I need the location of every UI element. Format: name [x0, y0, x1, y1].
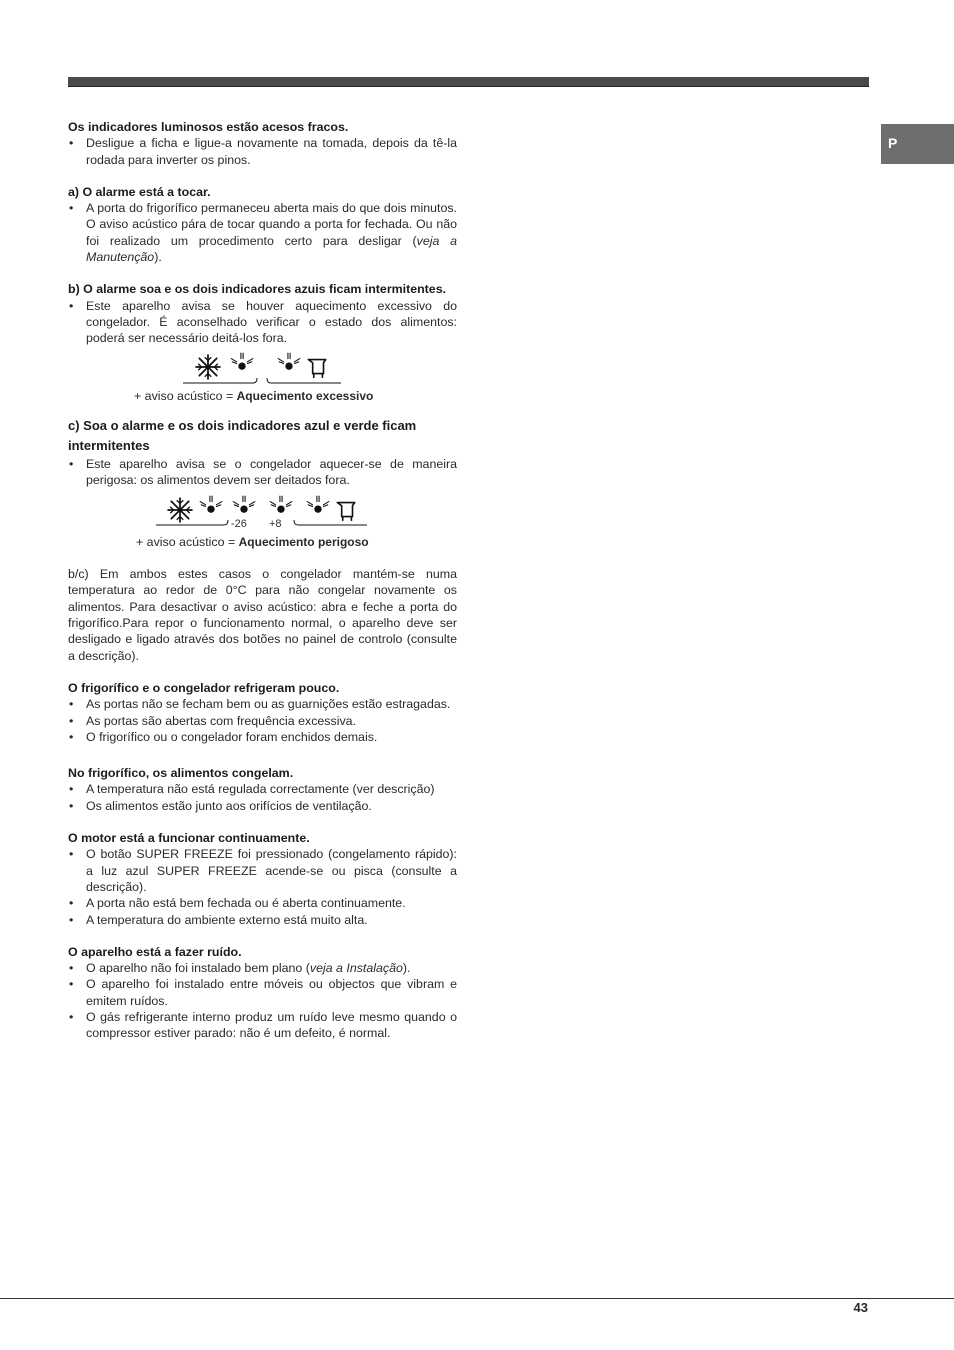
list-item: • As portas são abertas com frequência excessiva. [68, 713, 457, 729]
list-item: • Este aparelho avisa se o congelador aquecer-se de maneira perigosa: os alimentos devem ser deitados fora. [68, 456, 457, 489]
section-heading: O motor está a funcionar continuamente. [68, 831, 310, 846]
bullet-list [68, 960, 457, 1041]
bullet-list [68, 135, 457, 168]
list-item: • Os alimentos estão junto aos orifícios de ventilação. [68, 798, 457, 814]
bullet-list [68, 200, 457, 265]
list-item: • O aparelho foi instalado entre móveis ou objectos que vibram e emitem ruídos. [68, 976, 457, 1009]
section-heading: No frigorífico, os alimentos congelam. [68, 766, 294, 781]
dangerous-warming-diagram [68, 488, 457, 566]
list-item: • As portas não se fecham bem ou as guarnições estão estragadas. [68, 696, 457, 712]
bullet-list [68, 298, 457, 347]
blinking-led-icon [275, 351, 303, 377]
diagram-caption: + aviso acústico = Aquecimento excessivo [134, 388, 374, 403]
list-item: • A porta do frigorífico permaneceu aberta mais do que dois minutos. O aviso acústico pára de tocar quando a porta for fechada. Ou não foi realizado um procedimento certo para desligar (veja a Manutenção). [68, 200, 457, 265]
section-heading: O aparelho está a fazer ruído. [68, 944, 242, 959]
section-heading: c) Soa o alarme e os dois indicadores azul e verde ficam intermitentes [68, 417, 417, 453]
section-heading: b) O alarme soa e os dois indicadores azuis ficam intermitentes. [68, 282, 447, 297]
list-item: • O aparelho não foi instalado bem plano (veja a Instalação). [68, 960, 457, 976]
bullet-list [68, 846, 457, 927]
list-item: • A temperatura não está regulada correctamente (ver descrição) [68, 781, 457, 797]
section-heading: Os indicadores luminosos estão acesos fracos. [68, 120, 349, 134]
list-item: • O gás refrigerante interno produz um ruído leve mesmo quando o compressor estiver parado: não é um defeito, é normal. [68, 1009, 457, 1042]
temperature-label: +8 [269, 518, 282, 531]
language-tab-label: P [888, 135, 898, 151]
excessive-warming-diagram [68, 347, 457, 407]
section-heading: O frigorífico e o congelador refrigeram pouco. [68, 680, 340, 695]
list-item: • O frigorífico ou o congelador foram enchidos demais. [68, 729, 457, 745]
list-item: • O botão SUPER FREEZE foi pressionado (congelamento rápido): a luz azul SUPER FREEZE acende-se ou pisca (consulte a descrição). [68, 846, 457, 895]
blinking-led-icon [304, 494, 332, 520]
blinking-led-icon [228, 351, 256, 377]
list-item: • Este aparelho avisa se houver aquecimento excessivo do congelador. É aconselhado verificar o estado dos alimentos: poderá ser necessário deitá-los fora. [68, 298, 457, 347]
diagram-caption: + aviso acústico = Aquecimento perigoso [136, 535, 369, 550]
bracket [180, 376, 350, 388]
blinking-led-icon [197, 494, 225, 520]
bullet-list [68, 456, 457, 489]
paragraph: b/c) Em ambos estes casos o congelador mantém-se numa temperatura ao redor de 0°C para não congelar novamente os alimentos. Para desactivar o aviso acústico: abra e feche a porta do frigorífico.Para repor o funcionamento normal, o aparelho deve ser desligado e ligado através dos botões no painel de controlo (consulte a descrição). [68, 567, 457, 663]
section-heading: a) O alarme está a tocar. [68, 184, 211, 199]
page-number: 43 [853, 1300, 868, 1315]
list-item: • A porta não está bem fechada ou é aberta continuamente. [68, 895, 457, 911]
content-column [68, 119, 457, 1042]
bullet-list [68, 696, 457, 745]
list-item: • A temperatura do ambiente externo está muito alta. [68, 912, 457, 928]
language-tab [881, 124, 954, 164]
header-rule [68, 77, 869, 87]
bullet-list [68, 781, 457, 814]
temperature-label: -26 [231, 518, 247, 531]
bracket [153, 518, 373, 530]
footer-rule [0, 1298, 954, 1299]
list-item: • Desligue a ficha e ligue-a novamente na tomada, depois da tê-la rodada para inverter os pinos. [68, 135, 457, 168]
